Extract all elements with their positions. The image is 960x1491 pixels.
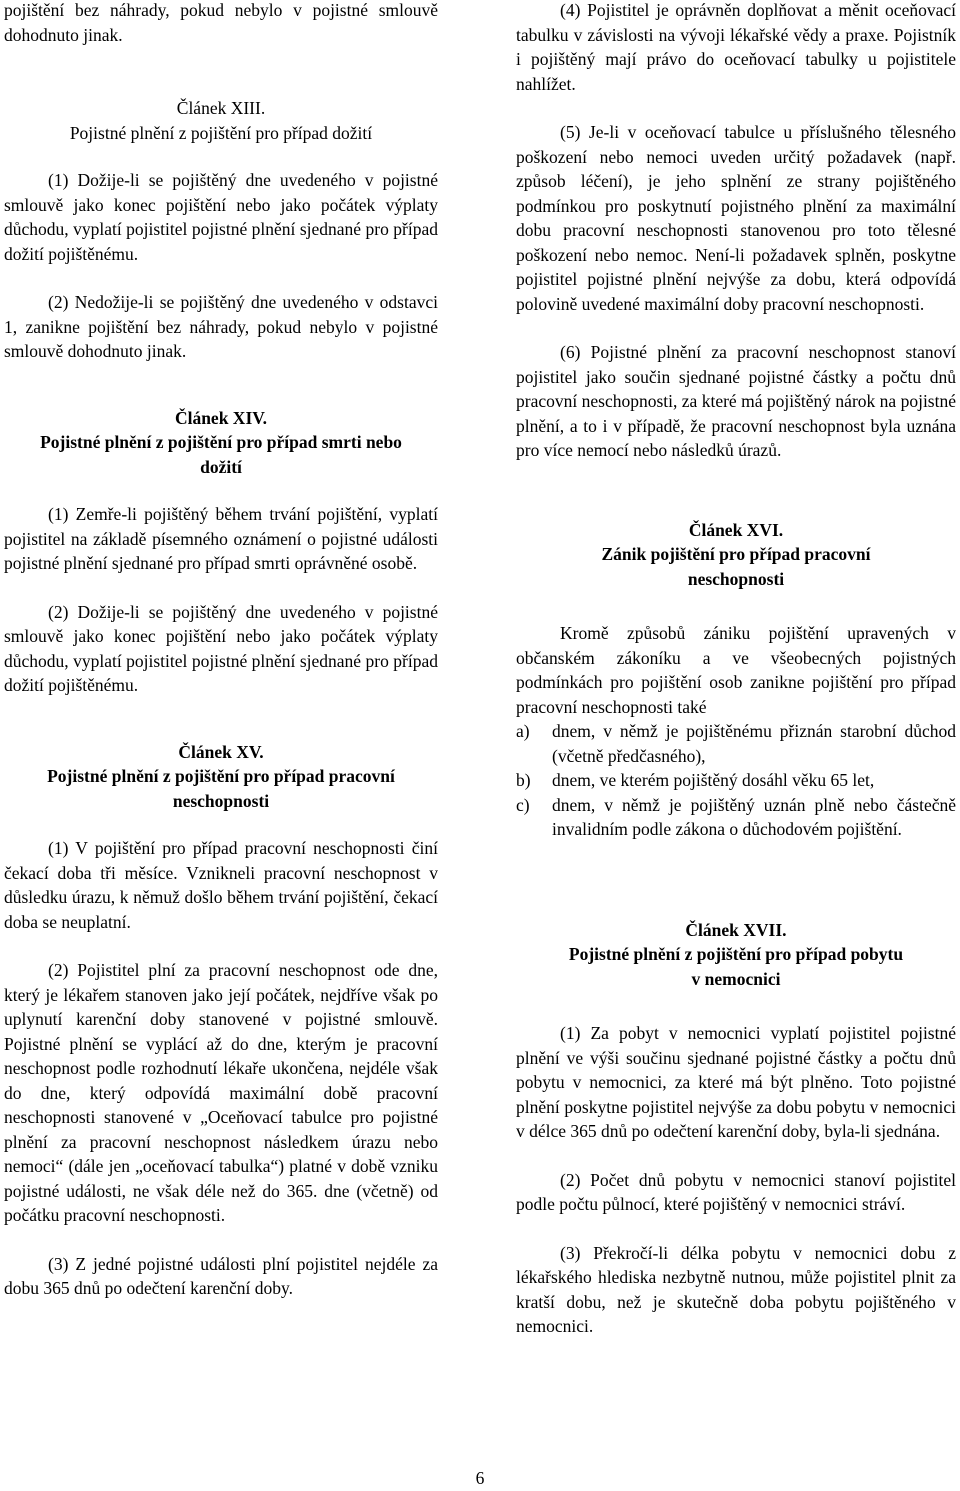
article-16-intro: Kromě způsobů zániku pojištění upravených v občanském zákoníku a ve všeobecných pojistných podmínkách pro pojištění osob zanikne pojištění pro případ pracovní neschopnosti také	[516, 623, 956, 717]
article-17-title-line-1: Pojistné plnění z pojištění pro případ pobytu	[568, 944, 904, 964]
article-13-paragraph-2: (2) Nedožije-li se pojištěný dne uvedeného v odstavci 1, zanikne pojištění bez náhrady, pokud nebylo v pojistné smlouvě dohodnuto jinak.	[4, 292, 438, 361]
article-13-paragraph-1: (1) Dožije-li se pojištěný dne uvedeného v pojistné smlouvě jako konec pojištění nebo jako počátek výplaty důchodu, vyplatí pojistitel pojistné plnění sjednané pro případ dožití pojištěnému.	[4, 170, 438, 264]
article-15-paragraph-1: (1) V pojištění pro případ pracovní neschopnosti činí čekací doba tři měsíce. Vznikneli pracovní neschopnost v důsledku úrazu, k němuž došlo během trvání pojištění, čekací doba se neuplatní.	[4, 838, 438, 932]
article-17-number: Článek XVII.	[685, 919, 787, 940]
list-item-text: dnem, ve kterém pojištěný dosáhl věku 65 let,	[552, 770, 875, 790]
list-item-mark: c)	[516, 794, 530, 815]
article-14-title-line-1: Pojistné plnění z pojištění pro případ smrti nebo	[40, 432, 402, 452]
article-17-paragraph-2: (2) Počet dnů pobytu v nemocnici stanoví pojistitel podle počtu půlnocí, které pojištěný v nemocnici stráví.	[516, 1169, 956, 1214]
list-item-mark: a)	[516, 721, 530, 741]
article-17-paragraph-1: (1) Za pobyt v nemocnici vyplatí pojistitel pojistné plnění ve výši součinu sjednané pojistné částky a počtu dnů pobytu v nemocnici, za které má být plněno. Toto pojistné plnění poskytne pojistitel nejvýše za dobu pobytu v nemocnici v délce 365 dnů po odečtení karenční doby, byla-li sjednána.	[516, 1023, 956, 1141]
left-column	[4, 0, 438, 1301]
right-column	[516, 0, 956, 1339]
article-15-number: Článek XV.	[178, 741, 264, 762]
article-16-title-line-1: Zánik pojištění pro případ pracovní	[601, 544, 871, 564]
article-13-number: Článek XIII.	[176, 98, 266, 118]
list-item-text: dnem, v němž je pojištěný uznán plně nebo částečně invalidním podle zákona o důchodovém pojištění.	[552, 794, 956, 839]
article-14-number: Článek XIV.	[174, 407, 268, 428]
article-15-title-line-1: Pojistné plnění z pojištění pro případ pracovní	[47, 766, 395, 786]
list-item	[516, 768, 956, 793]
article-14-paragraph-2: (2) Dožije-li se pojištěný dne uvedeného v pojistné smlouvě jako konec pojištění nebo jako počátek výplaty důchodu, vyplatí pojistitel pojistné plnění sjednané pro případ dožití pojištěnému.	[4, 601, 438, 695]
article-15-paragraph-4: (4) Pojistitel je oprávněn doplňovat a měnit oceňovací tabulku v závislosti na vývoji lékařské vědy a praxe. Pojistník i pojištěný mají právo do oceňovací tabulky u pojistitele nahlížet.	[516, 0, 956, 94]
page-number: 6	[475, 1468, 485, 1488]
top-fragment: pojištění bez náhrady, pokud nebylo v pojistné smlouvě dohodnuto jinak.	[4, 0, 438, 45]
article-14-title-line-2: dožití	[200, 456, 242, 477]
article-15-paragraph-3: (3) Z jedné pojistné události plní pojistitel nejdéle za dobu 365 dnů po odečtení karenční doby.	[4, 1253, 438, 1298]
article-16-title-line-2: neschopnosti	[687, 568, 785, 589]
article-16-list	[516, 719, 956, 842]
list-item	[516, 719, 956, 768]
article-17-title-line-2: v nemocnici	[691, 968, 781, 989]
article-15-title-line-2: neschopnosti	[172, 790, 270, 811]
list-item-text: dnem, v němž je pojištěnému přiznán starobní důchod (včetně předčasného),	[552, 721, 956, 766]
article-16-number: Článek XVI.	[688, 519, 784, 540]
article-15-paragraph-5: (5) Je-li v oceňovací tabulce u příslušného tělesného poškození nebo nemoci uveden určitý požadavek (např. způsob léčení), je jeho splnění ze strany pojištěného podmínkou pro poskytnutí pojistného plnění za maximální dobu pracovní neschopnosti stanovenou pro toto tělesné poškození nebo nemoc. Není-li požadavek splněn, poskytne pojistitel pojistné plnění nejvýše za dobu, která odpovídá polovině uvedené maximální doby pracovní neschopnosti.	[516, 122, 956, 314]
article-15-paragraph-2: (2) Pojistitel plní za pracovní neschopnost ode dne, který je lékařem stanoven jako její počátek, nejdříve však po uplynutí karenční doby stanovené v pojistné smlouvě. Pojistné plnění se vyplácí až do dne, kterým je pracovní neschopnost podle rozhodnutí lékaře ukončena, nejdéle však do dne, který odpovídá maximální době pracovní neschopnosti stanovené v „Oceňovací tabulce pro pojistné plnění za pracovní neschopnost následkem úrazu nebo nemoci“ (dále jen „oceňovací tabulka“) platné v době vzniku pojistné události, ne však déle než do 365. dne (včetně) od počátku pracovní neschopnosti.	[4, 960, 438, 1225]
article-13-title: Pojistné plnění z pojištění pro případ dožití	[69, 122, 373, 143]
list-item-mark: b)	[516, 770, 531, 790]
article-17-paragraph-3: (3) Překročí-li délka pobytu v nemocnici dobu z lékařského hlediska nezbytně nutnou, může pojistitel plnit za kratší dobu, než je skutečně doba pobytu pojištěného v nemocnici.	[516, 1242, 956, 1336]
article-15-paragraph-6: (6) Pojistné plnění za pracovní neschopnost stanoví pojistitel jako součin sjednané pojistné částky a počtu dnů pracovní neschopnosti, za které má pojištěný nárok na pojistné plnění, a to i v případě, že pracovní neschopnost byla uznána pro více nemocí nebo následků úrazů.	[516, 342, 956, 460]
list-item	[516, 793, 956, 842]
article-14-paragraph-1: (1) Zemře-li pojištěný během trvání pojištění, vyplatí pojistitel na základě písemného oznámení o pojistné události pojistné plnění sjednané pro případ smrti oprávněné osobě.	[4, 504, 438, 573]
